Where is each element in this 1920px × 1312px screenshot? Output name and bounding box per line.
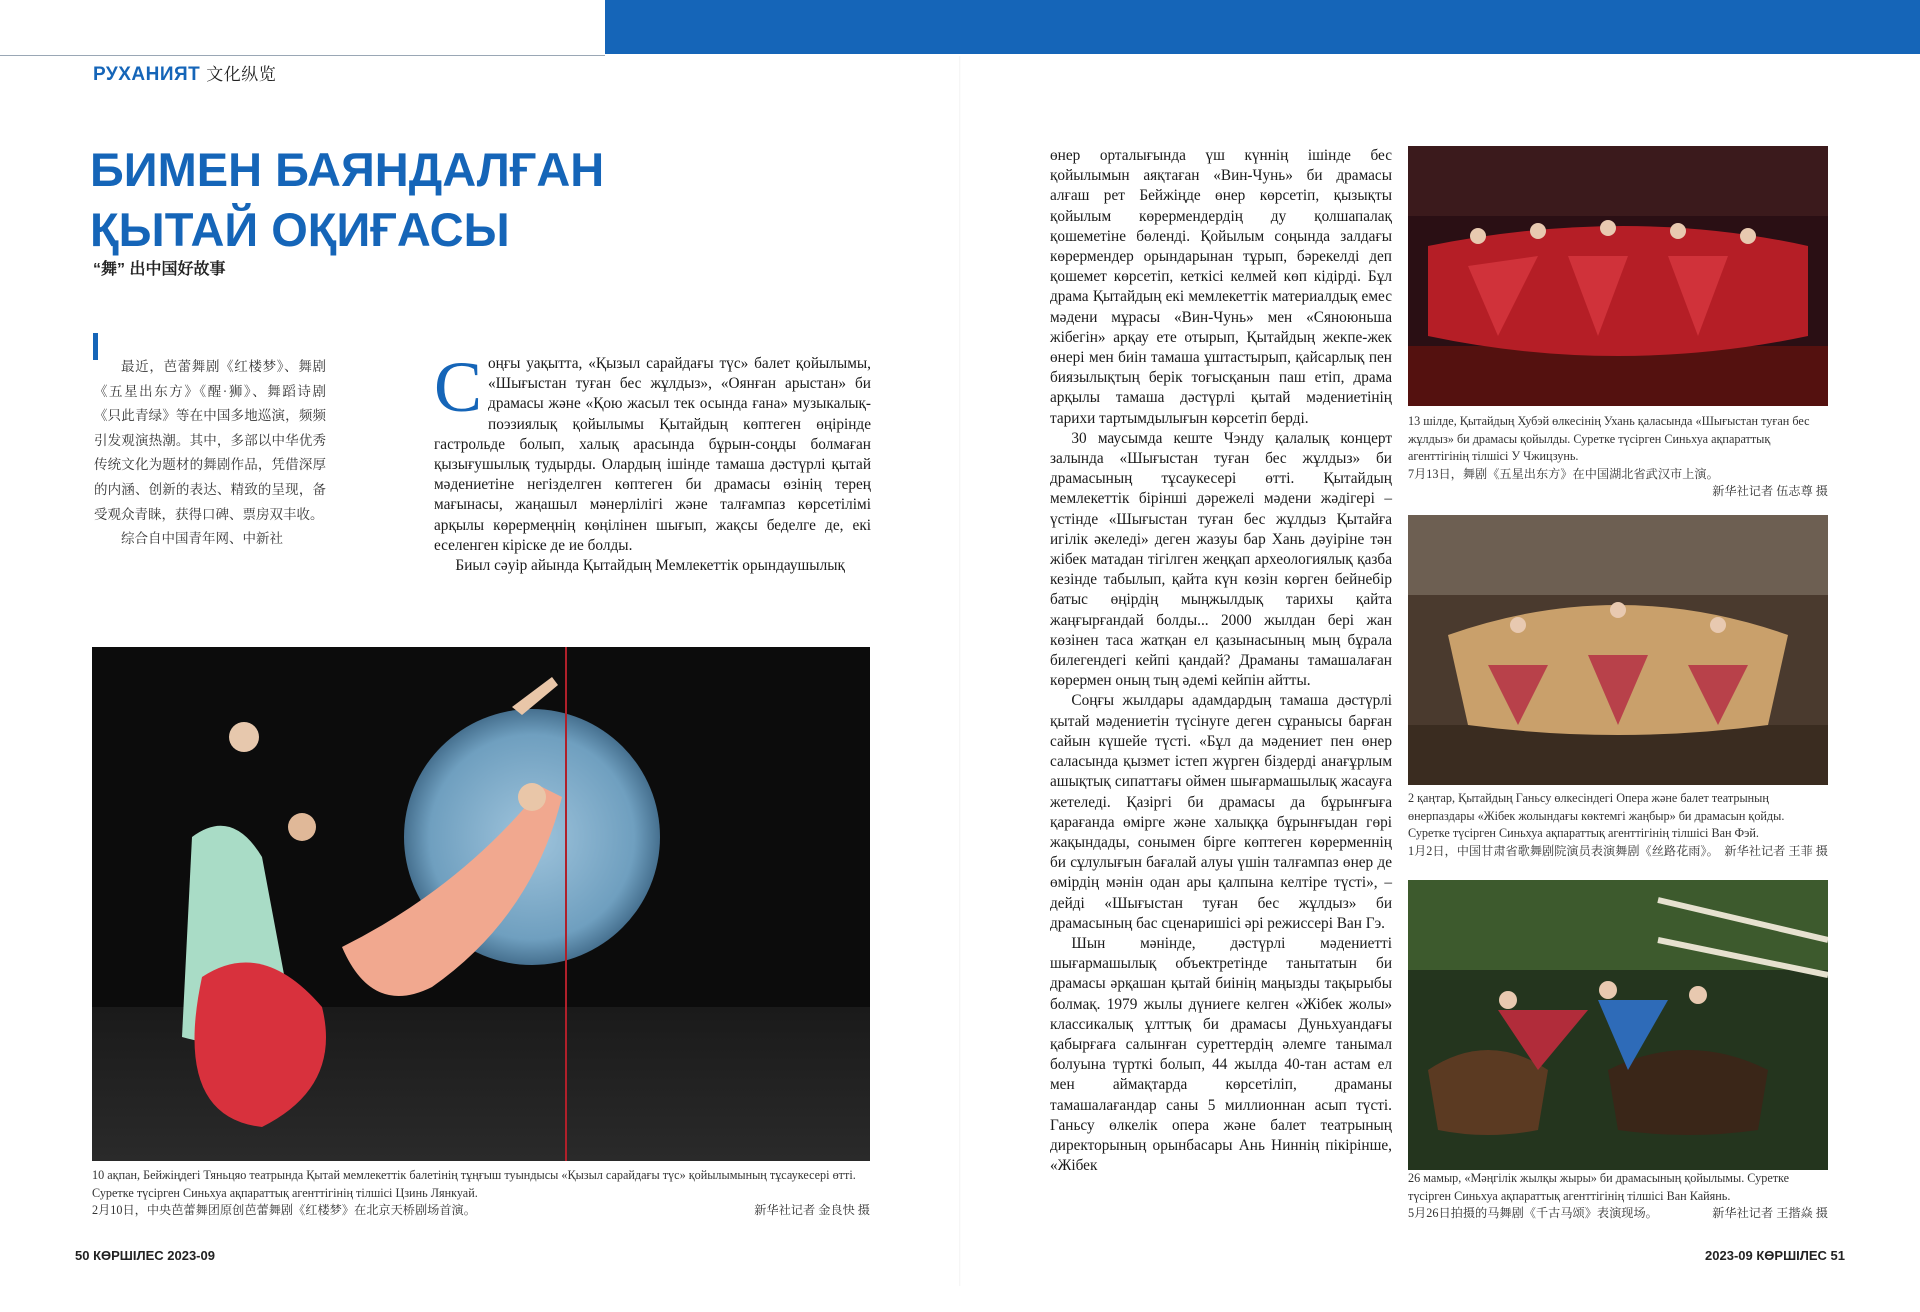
header-rule <box>0 55 605 56</box>
main-caption-cn: 2月10日，中央芭蕾舞团原创芭蕾舞剧《红楼梦》在北京天桥剧场首演。 <box>92 1203 476 1217</box>
photo-1-caption <box>1408 413 1828 501</box>
main-caption-kk: 10 ақпан, Бейжіңдегі Тяньцяо театрында Қытай мемлекеттік балетінің тұңғыш туындысы «Қызыл сарайдағы түс» қойылымының тұсаукесері өтті. Суретке түсірген Синьхуа ақпараттық агенттігінің тілшісі Цзинь Лянкуай. <box>92 1168 856 1200</box>
photo-2-credit: 新华社记者 王菲 摄 <box>1724 843 1828 858</box>
chinese-source: 综合自中国青年网、中新社 <box>121 531 283 546</box>
photo-1-caption-kk: 13 шілде, Қытайдың Хубэй өлкесінің Ухань қаласында «Шығыстан туған бес жұлдыз» би драмасы қойылды. Суретке түсірген Синьхуа ақпараттық агенттігінің тілшісі У Чжицзунь. <box>1408 414 1810 463</box>
photo-3-caption-kk: 26 мамыр, «Мәңгілік жылқы жыры» би драмасының қойылымы. Суретке түсірген Синьхуа ақпараттық агенттігінің тілшісі Ван Кайянь. <box>1408 1171 1790 1203</box>
chinese-intro: 最近，芭蕾舞剧《红楼梦》、舞剧《五星出东方》《醒·狮》、舞蹈诗剧《只此青绿》等在中国多地巡演，频频引发观演热潮。其中，多部以中华优秀传统文化为题材的舞剧作品，凭借深厚的内涵、创新的表达、精致的呈现，备受观众青睐，获得口碑、票房双丰收。 <box>94 359 326 522</box>
dance-photo-3 <box>1408 880 1828 1170</box>
photo-2-caption <box>1408 790 1828 860</box>
photo-2-caption-cn: 1月2日，中国甘肃省歌舞剧院演员表演舞剧《丝路花雨》。 <box>1408 843 1719 858</box>
photo-3-credit: 新华社记者 王揩焱 摄 <box>1712 1206 1828 1220</box>
section-label-kk: РУХАНИЯТ <box>93 64 201 85</box>
lead-text: оңғы уақытта, «Қызыл сарайдағы түс» балет қойылымы, «Шығыстан туған бес жұлдыз», «Оянған арыстан» би драмасы және «Қою жасыл тек осында ғана» музыкалық-поэзиялық қойылымы Қытайдың көптеген өңірінде гастрольде болып, халық арасында бұрын-соңды болмаған қызығушылық тудырды. Олардың ішінде тамаша дәстүрлі қытай мәдениетіне негізделген көптеген би драмасы өзінің терең мағынасы, жаңашыл мәнерлілігі және талғампаз көрсетілімі арқылы көрермеңнің көңілінен шығып, жақсы беделге де, екі еселенген кіріске де ие болды. <box>434 355 871 554</box>
footer-left: 50 КӨРШІЛЕС 2023-09 <box>75 1248 215 1263</box>
lead-paragraph <box>434 347 871 556</box>
photo-3-caption <box>1408 1170 1828 1223</box>
article-subtitle: “舞” 出中国好故事 <box>93 261 226 278</box>
body-paragraph-1: өнер орталығында үш күннің ішінде бес қойылымын аяқтаған «Вин-Чунь» би драмасы алғаш рет Бейжіңде өнер көрсетіп, қызықты қойылым көрермендердің ду қолшапалақ қошеметіне бөленді. Қойылым соңында залдағы көрермендер орындарынан тұрып, бәрекелді деп қошемет көрсетіп, кеткісі келмей көп кідірді. Бұл драма Қытайдың екі мемлекеттік материалдық емес мәдени мұрасы «Вин-Чунь» мен «Сяноюньша жібегін» арқау ете отырып, Қытайдың жекпе-жек өнері мен биін тамаша ұштастырып, қайсарлық пен биязылықтың берік тоғысқанын паш етіп, драма арқылы тамаша дәстүрлі қытай мәдениетінің тарихи тартымдылығын көрсетіп берді. <box>1050 147 1392 427</box>
photo-3-caption-cn: 5月26日拍摄的马舞剧《千古马颂》表演现场。 <box>1408 1206 1658 1220</box>
ballet-photo <box>92 647 870 1161</box>
body-paragraph-4: Шын мәнінде, дәстүрлі мәдениетті шығармашылық объектретінде танытатын би драмасы әрқашан қытай биінің маңызды тақырыбы болмақ. 1979 жылы дүниеге келген «Жібек жолы» классикалық ұлттық би драмасы Дуньхуандағы қабырғаға салынған суреттердің әлемге танымал болуына түрткі болып, 44 жылда 40-тан астам ел мен аймақтарда көрсетіліп, драманы тамашалағандар саны 5 миллионнан асып түсті. Ганьсу өлкелік опера және балет театрының директорының орынбасары Ань Ниннің пікірінше, «Жібек <box>1050 934 1392 1175</box>
main-photo-caption <box>92 1167 870 1220</box>
main-caption-credit: 新华社记者 金良快 摄 <box>754 1203 870 1217</box>
body-paragraph-2: 30 маусымда кеште Чэнду қалалық концерт залында «Шығыстан туған бес жұлдыз» би драмасының тұсаукесері өтті. Қытайдың мемлекеттік бірінші дәрежелі мәдени жәдігері – үстінде «Шығыстан туған бес жұлдыз Қытайға игілік әкеледі» деген жазуы бар Хань дәуіріне тән жібек матадан тігілген жеңқап археологиялық қазба кезінде табылып, қайта күн көзін көрген бейнебір батыс өңірдің мыңжылдық тарихы қайта жаңғырғандай болды... 2000 жылдан бері жан көзінен таса жатқан ел қазынасының мың бұрала билегендегі кейпі қандай? Драманы тамашалаған көрермен оның тың әдемі кейпін айтты. <box>1050 429 1392 690</box>
header-bar <box>605 0 1920 54</box>
title-line-2: ҚЫТАЙ ОҚИҒАСЫ <box>90 203 510 256</box>
lead-paragraph-2: Биыл сәуір айында Қытайдың Мемлекеттік орындаушылық <box>455 557 845 575</box>
footer-right: 2023-09 КӨРШІЛЕС 51 <box>1705 1248 1845 1263</box>
photo-1-credit: 新华社记者 伍志尊 摄 <box>1712 484 1828 498</box>
title-line-1: БИМЕН БАЯНДАЛҒАН <box>90 143 605 196</box>
photo-1-caption-cn: 7月13日，舞剧《五星出东方》在中国湖北省武汉市上演。 <box>1408 466 1719 481</box>
article-title <box>90 140 610 260</box>
dance-photo-1 <box>1408 146 1828 406</box>
dance-photo-2 <box>1408 515 1828 785</box>
page-gutter <box>959 56 961 1286</box>
body-paragraph-3: Соңғы жылдары адамдардың тамаша дәстүрлі қытай мәдениетін түсінуге деген сұранысы барған сайын күшейе түсті. «Бұл да мәдениет пен өнер саласында қызмет істеп жүрген біздерді анағұрлым ашықтық сипаттағы оймен шығармашылық жасауға жетеледі. Қазіргі би драмасы да бұрынғыға қарағанда өмірге және халыққа бұрынғыдан гөрі жақындады, сонымен бірге көптеген көрерменнің би сұлулығын бағалай алуы үшін талғампаз өнер де өмірдің мәнін одан ары қалпына келтіре түсті», – дейді «Шығыстан туған бес жұлдыз» би драмасының бас сценаришісі әрі режиссері Ван Гэ. <box>1050 692 1392 932</box>
photo-2-caption-kk: 2 қаңтар, Қытайдың Ганьсу өлкесіндегі Опера және балет театрының өнерпаздары «Жібек жолындағы көктемгі жаңбыр» би драмасын қойды. Суретке түсірген Синьхуа ақпараттық агенттігінің тілшісі Ван Фэй. <box>1408 791 1785 840</box>
right-column <box>1050 146 1392 1176</box>
lead-column <box>434 347 871 576</box>
section-label <box>93 60 276 86</box>
section-label-cn: 文化纵览 <box>206 65 277 84</box>
drop-cap: С <box>434 347 483 427</box>
